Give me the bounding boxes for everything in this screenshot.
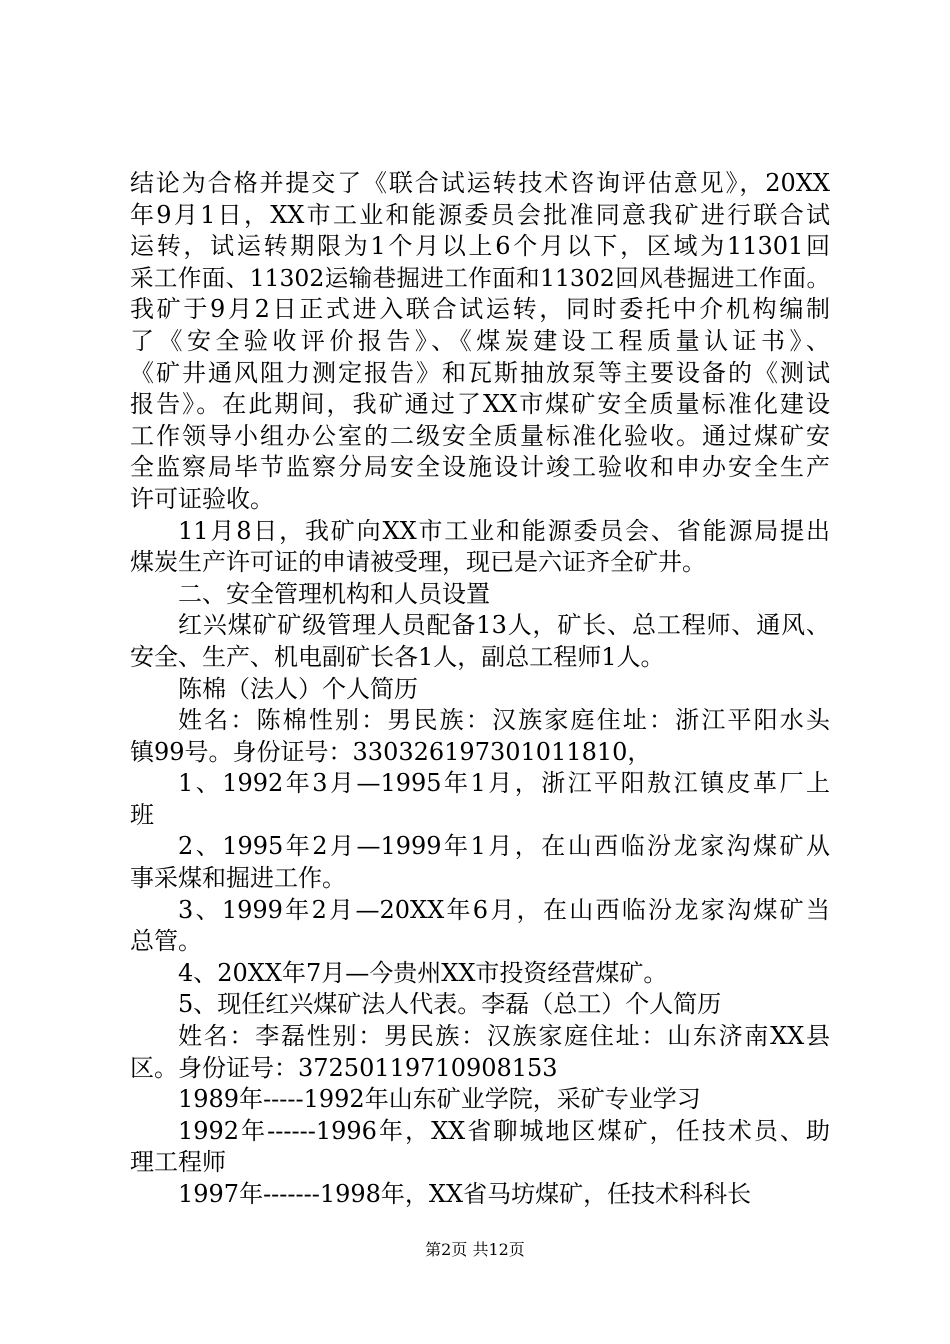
text-line: 二、安全管理机构和人员设置 (178, 579, 490, 608)
text-line: 3、1999年2月—20XX年6月，在山西临汾龙家沟煤矿当 (178, 895, 830, 924)
text-line: 姓名：陈棉性别：男民族：汉族家庭住址：浙江平阳水头 (178, 706, 830, 735)
text-line: 结论为合格并提交了《联合试运转技术咨询评估意见》，20XX (130, 169, 830, 197)
text-line: 姓名：李磊性别：男民族：汉族家庭住址：山东济南XX县 (178, 1022, 830, 1051)
text-line: 1992年------1996年，XX省聊城地区煤矿，任技术员、助 (178, 1116, 830, 1145)
text-line: 红兴煤矿矿级管理人员配备13人，矿长、总工程师、通风、 (178, 611, 830, 640)
document-body (130, 168, 830, 1211)
text-line: 事采煤和掘进工作。 (130, 864, 346, 893)
text-line: 了《安全验收评价报告》、《煤炭建设工程质量认证书》、 (130, 326, 830, 355)
text-line: 报告》。在此期间，我矿通过了XX市煤矿安全质量标准化建设 (130, 390, 830, 419)
text-line: 4、20XX年7月—今贵州XX市投资经营煤矿。 (178, 958, 668, 987)
text-line: 煤炭生产许可证的申请被受理，现已是六证齐全矿井。 (130, 548, 706, 577)
text-line: 2、1995年2月—1999年1月，在山西临汾龙家沟煤矿从 (178, 832, 830, 861)
text-line: 区。身份证号：37250119710908153 (130, 1053, 558, 1082)
text-line: 1989年-----1992年山东矿业学院，采矿专业学习 (178, 1085, 701, 1114)
text-line: 1、1992年3月—1995年1月，浙江平阳敖江镇皮革厂上 (178, 769, 830, 798)
text-line: 班 (130, 800, 154, 829)
text-line: 许可证验收。 (130, 484, 274, 513)
text-line: 总管。 (130, 927, 202, 956)
text-line: 5、现任红兴煤矿法人代表。李磊（总工）个人简历 (178, 990, 722, 1019)
text-line: 运转，试运转期限为1个月以上6个月以下，区域为11301回 (130, 232, 830, 261)
text-line: 理工程师 (130, 1148, 226, 1177)
page-footer: 第2页 共12页 (425, 1240, 525, 1259)
text-line: 陈棉（法人）个人简历 (178, 674, 418, 703)
text-line: 安全、生产、机电副矿长各1人，副总工程师1人。 (130, 642, 665, 671)
text-line: 全监察局毕节监察分局安全设施设计竣工验收和申办安全生产 (130, 453, 830, 482)
text-line: 工作领导小组办公室的二级安全质量标准化验收。通过煤矿安 (130, 421, 830, 450)
text-line: 镇99号。身份证号：330326197301011810， (130, 737, 652, 766)
text-line: 《矿井通风阻力测定报告》和瓦斯抽放泵等主要设备的《测试 (130, 358, 830, 387)
text-line: 我矿于9月2日正式进入联合试运转，同时委托中介机构编制 (130, 295, 830, 324)
text-line: 1997年-------1998年，XX省马坊煤矿，任技术科科长 (178, 1180, 752, 1208)
text-line: 年9月1日，XX市工业和能源委员会批准同意我矿进行联合试 (130, 200, 830, 229)
text-line: 11月8日，我矿向XX市工业和能源委员会、省能源局提出 (178, 516, 830, 545)
text-line: 采工作面、11302运输巷掘进工作面和11302回风巷掘进工作面。 (130, 263, 830, 292)
